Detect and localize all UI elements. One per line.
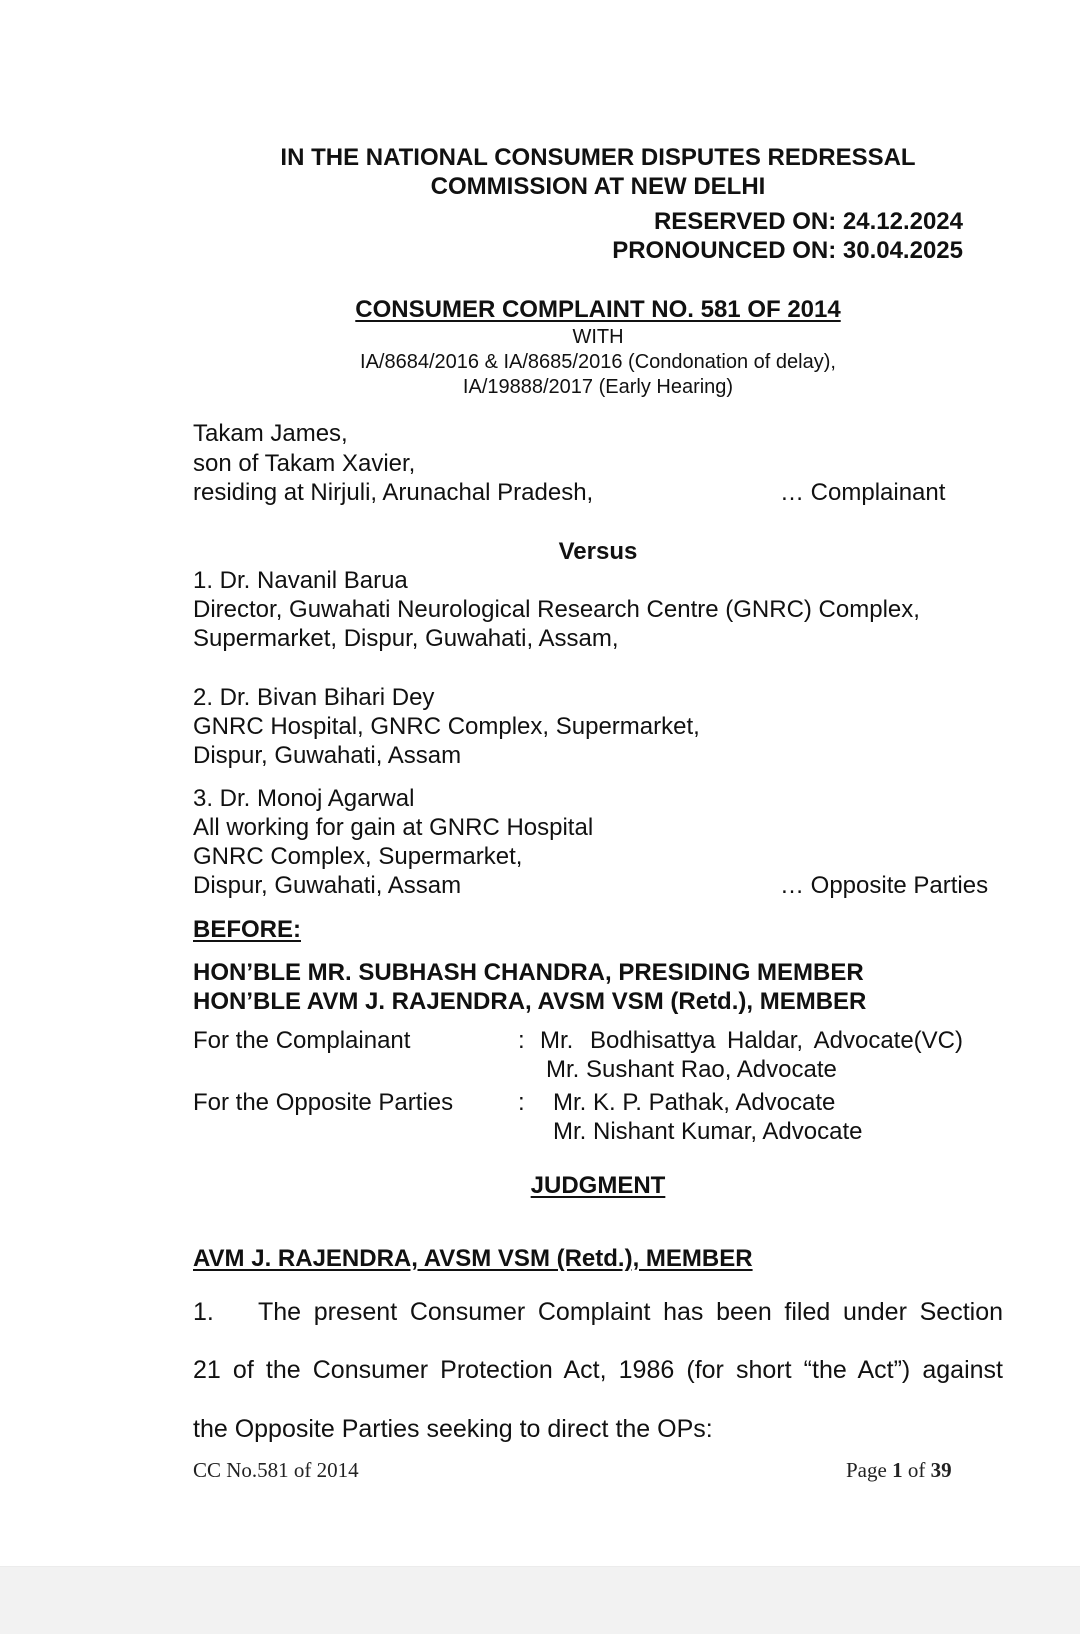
complainant-counsel-label: For the Complainant bbox=[193, 1027, 411, 1054]
op2-address-line2: Dispur, Guwahati, Assam bbox=[193, 742, 462, 769]
op3-address-line1: All working for gain at GNRC Hospital bbox=[193, 814, 594, 841]
before-heading: BEFORE: bbox=[193, 916, 301, 943]
complainant-counsel-separator: : bbox=[518, 1027, 525, 1054]
viewer-bottom-bar bbox=[0, 1566, 1080, 1634]
complainant-counsel-2: Mr. Sushant Rao, Advocate bbox=[546, 1056, 837, 1083]
paragraph-1-line-3: the Opposite Parties seeking to direct the OPs: bbox=[193, 1415, 713, 1443]
paragraph-1-line-1: The present Consumer Complaint has been filed under Section bbox=[258, 1298, 1003, 1326]
footer-case-ref: CC No.581 of 2014 bbox=[193, 1458, 359, 1482]
judgment-author: AVM J. RAJENDRA, AVSM VSM (Retd.), MEMBER bbox=[193, 1245, 753, 1272]
op2-address-line1: GNRC Hospital, GNRC Complex, Supermarket, bbox=[193, 713, 700, 740]
op3-address-line2: GNRC Complex, Supermarket, bbox=[193, 843, 523, 870]
versus-heading: Versus bbox=[558, 538, 638, 565]
op-counsel-2: Mr. Nishant Kumar, Advocate bbox=[553, 1118, 863, 1145]
complainant-parent: son of Takam Xavier, bbox=[193, 450, 416, 477]
case-with: WITH bbox=[572, 326, 624, 348]
of-word: of bbox=[907, 1458, 926, 1482]
complainant-residence: residing at Nirjuli, Arunachal Pradesh, bbox=[193, 479, 594, 506]
op1-address-line2: Supermarket, Dispur, Guwahati, Assam, bbox=[193, 625, 619, 652]
current-page: 1 bbox=[892, 1458, 903, 1482]
page-number bbox=[846, 1458, 952, 1483]
page-word: Page bbox=[846, 1458, 887, 1482]
ia-line-2: IA/19888/2017 (Early Hearing) bbox=[462, 376, 734, 398]
ia-line-1: IA/8684/2016 & IA/8685/2016 (Condonation of delay), bbox=[360, 351, 836, 373]
complainant-counsel-1-part1: Mr. bbox=[540, 1027, 574, 1054]
court-name-line1: IN THE NATIONAL CONSUMER DISPUTES REDRESSAL bbox=[280, 144, 916, 171]
complainant-role: … Complainant bbox=[780, 479, 946, 506]
bench-member-1: HON’BLE MR. SUBHASH CHANDRA, PRESIDING MEMBER bbox=[193, 959, 864, 986]
judgment-heading: JUDGMENT bbox=[530, 1172, 666, 1199]
reserved-date: RESERVED ON: 24.12.2024 bbox=[653, 208, 963, 235]
op2-name: 2. Dr. Bivan Bihari Dey bbox=[193, 684, 435, 711]
opposite-parties-role: … Opposite Parties bbox=[780, 872, 989, 899]
case-title: CONSUMER COMPLAINT NO. 581 OF 2014 bbox=[355, 296, 841, 323]
op1-name: 1. Dr. Navanil Barua bbox=[193, 567, 408, 594]
paragraph-1-line-2: 21 of the Consumer Protection Act, 1986 (for short “the Act”) against bbox=[193, 1356, 1003, 1384]
pronounced-date: PRONOUNCED ON: 30.04.2025 bbox=[612, 237, 963, 264]
op-counsel-separator: : bbox=[518, 1089, 525, 1116]
op1-address-line1: Director, Guwahati Neurological Research Centre (GNRC) Complex, bbox=[193, 596, 920, 623]
complainant-counsel-1-part3: Haldar, bbox=[727, 1027, 804, 1054]
op-counsel-1: Mr. K. P. Pathak, Advocate bbox=[553, 1089, 836, 1116]
complainant-counsel-1-part2: Bodhisattya bbox=[590, 1027, 716, 1054]
op-counsel-label: For the Opposite Parties bbox=[193, 1089, 454, 1116]
paragraph-number: 1. bbox=[193, 1298, 214, 1326]
op3-address-line3: Dispur, Guwahati, Assam bbox=[193, 872, 462, 899]
complainant-counsel-1-part4: Advocate(VC) bbox=[813, 1027, 963, 1054]
complainant-name: Takam James, bbox=[193, 420, 348, 447]
op3-name: 3. Dr. Monoj Agarwal bbox=[193, 785, 415, 812]
total-pages: 39 bbox=[930, 1458, 952, 1482]
bench-member-2: HON’BLE AVM J. RAJENDRA, AVSM VSM (Retd.), MEMBER bbox=[193, 988, 867, 1015]
court-name-line2: COMMISSION AT NEW DELHI bbox=[430, 173, 766, 200]
